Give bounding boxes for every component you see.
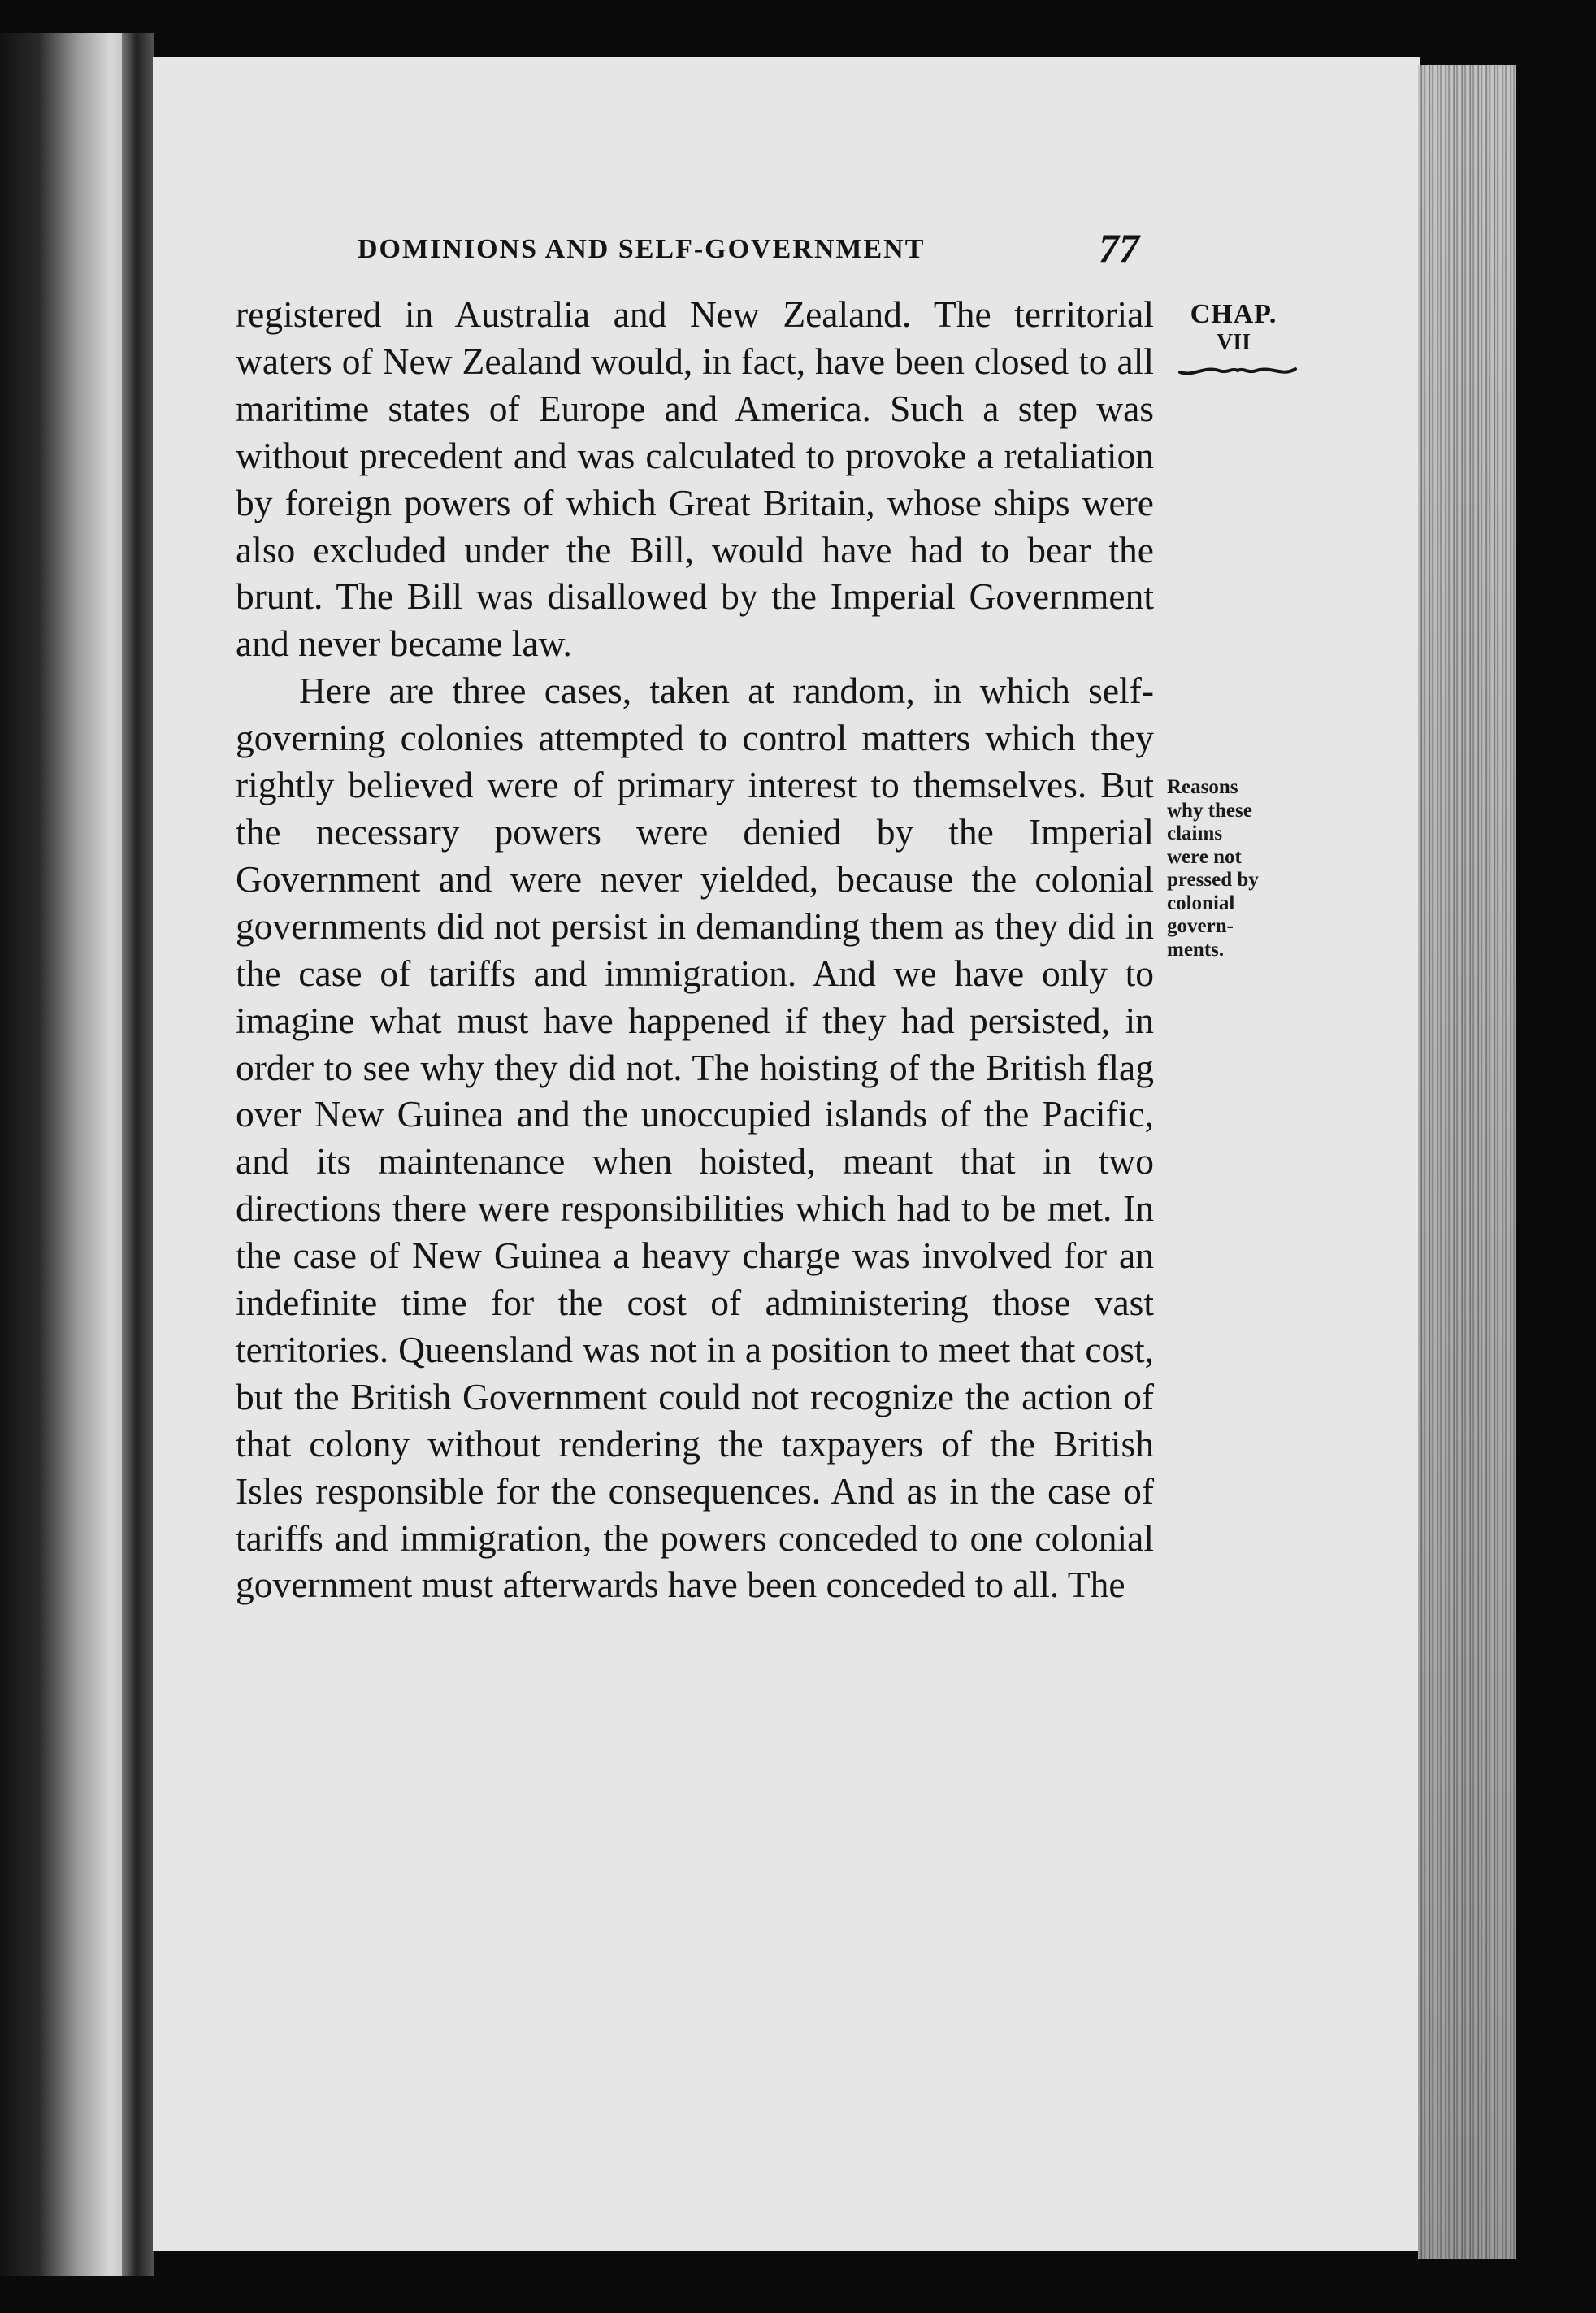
margin-note-line: Reasons (1167, 776, 1238, 798)
margin-note-line: were not (1167, 845, 1242, 868)
running-head: DOMINIONS AND SELF-GOVERNMENT (358, 234, 926, 264)
page-block-shade (1418, 65, 1516, 2259)
margin-note-line: claims (1167, 822, 1223, 844)
flourish-ornament (1177, 361, 1299, 380)
chapter-number: VII (1216, 330, 1251, 355)
margin-note-line: why these (1167, 799, 1252, 822)
margin-note-line: colonial (1167, 892, 1235, 914)
margin-note (1167, 776, 1305, 961)
chapter-marker (1177, 299, 1290, 380)
page-header (236, 224, 1146, 273)
margin-note-line: pressed by (1167, 869, 1259, 891)
body-text (236, 291, 1154, 1608)
book-gutter (122, 33, 154, 2276)
paragraph-2: Here are three cases, taken at random, in which self-governing colonies attempted to control matters which they rightly believed were of primary interest to themselves. But the necessary powers were denied by the Imperial Government and were never yielded, because the colonial governments did not persist in demanding them as they did in the case of tariffs and immigration. And we have only to imagine what must have happened if they had persisted, in order to see why they did not. The hoisting of the British flag over New Guinea and the unoccupied islands of the Pacific, and its maintenance when hoisted, meant that in two directions there were responsibilities which had to be met. In the case of New Guinea a heavy charge was involved for an indefinite time for the cost of administering those vast territories. Queensland was not in a position to meet that cost, but the British Government could not recognize the action of that colony without rendering the taxpayers of the British Isles responsible for the consequences. And as in the case of tariffs and immigration, the powers conceded to one colonial government must afterwards have been conceded to all. The (236, 670, 1154, 1606)
paragraph-1: registered in Australia and New Zealand. The territorial waters of New Zealand would, in fact, have been closed to all maritime states of Europe and America. Such a step was without precedent and was calculated to provoke a retaliation by foreign powers of which Great Britain, whose ships were also excluded under the Bill, would have had to bear the brunt. The Bill was disallowed by the Imperial Government and never became law. (236, 293, 1154, 665)
margin-note-line: govern- (1167, 915, 1234, 937)
facing-page-edge (0, 33, 130, 2276)
chapter-label: CHAP. (1190, 299, 1277, 329)
page-number: 77 (1099, 225, 1139, 271)
margin-note-line: ments. (1167, 938, 1225, 961)
